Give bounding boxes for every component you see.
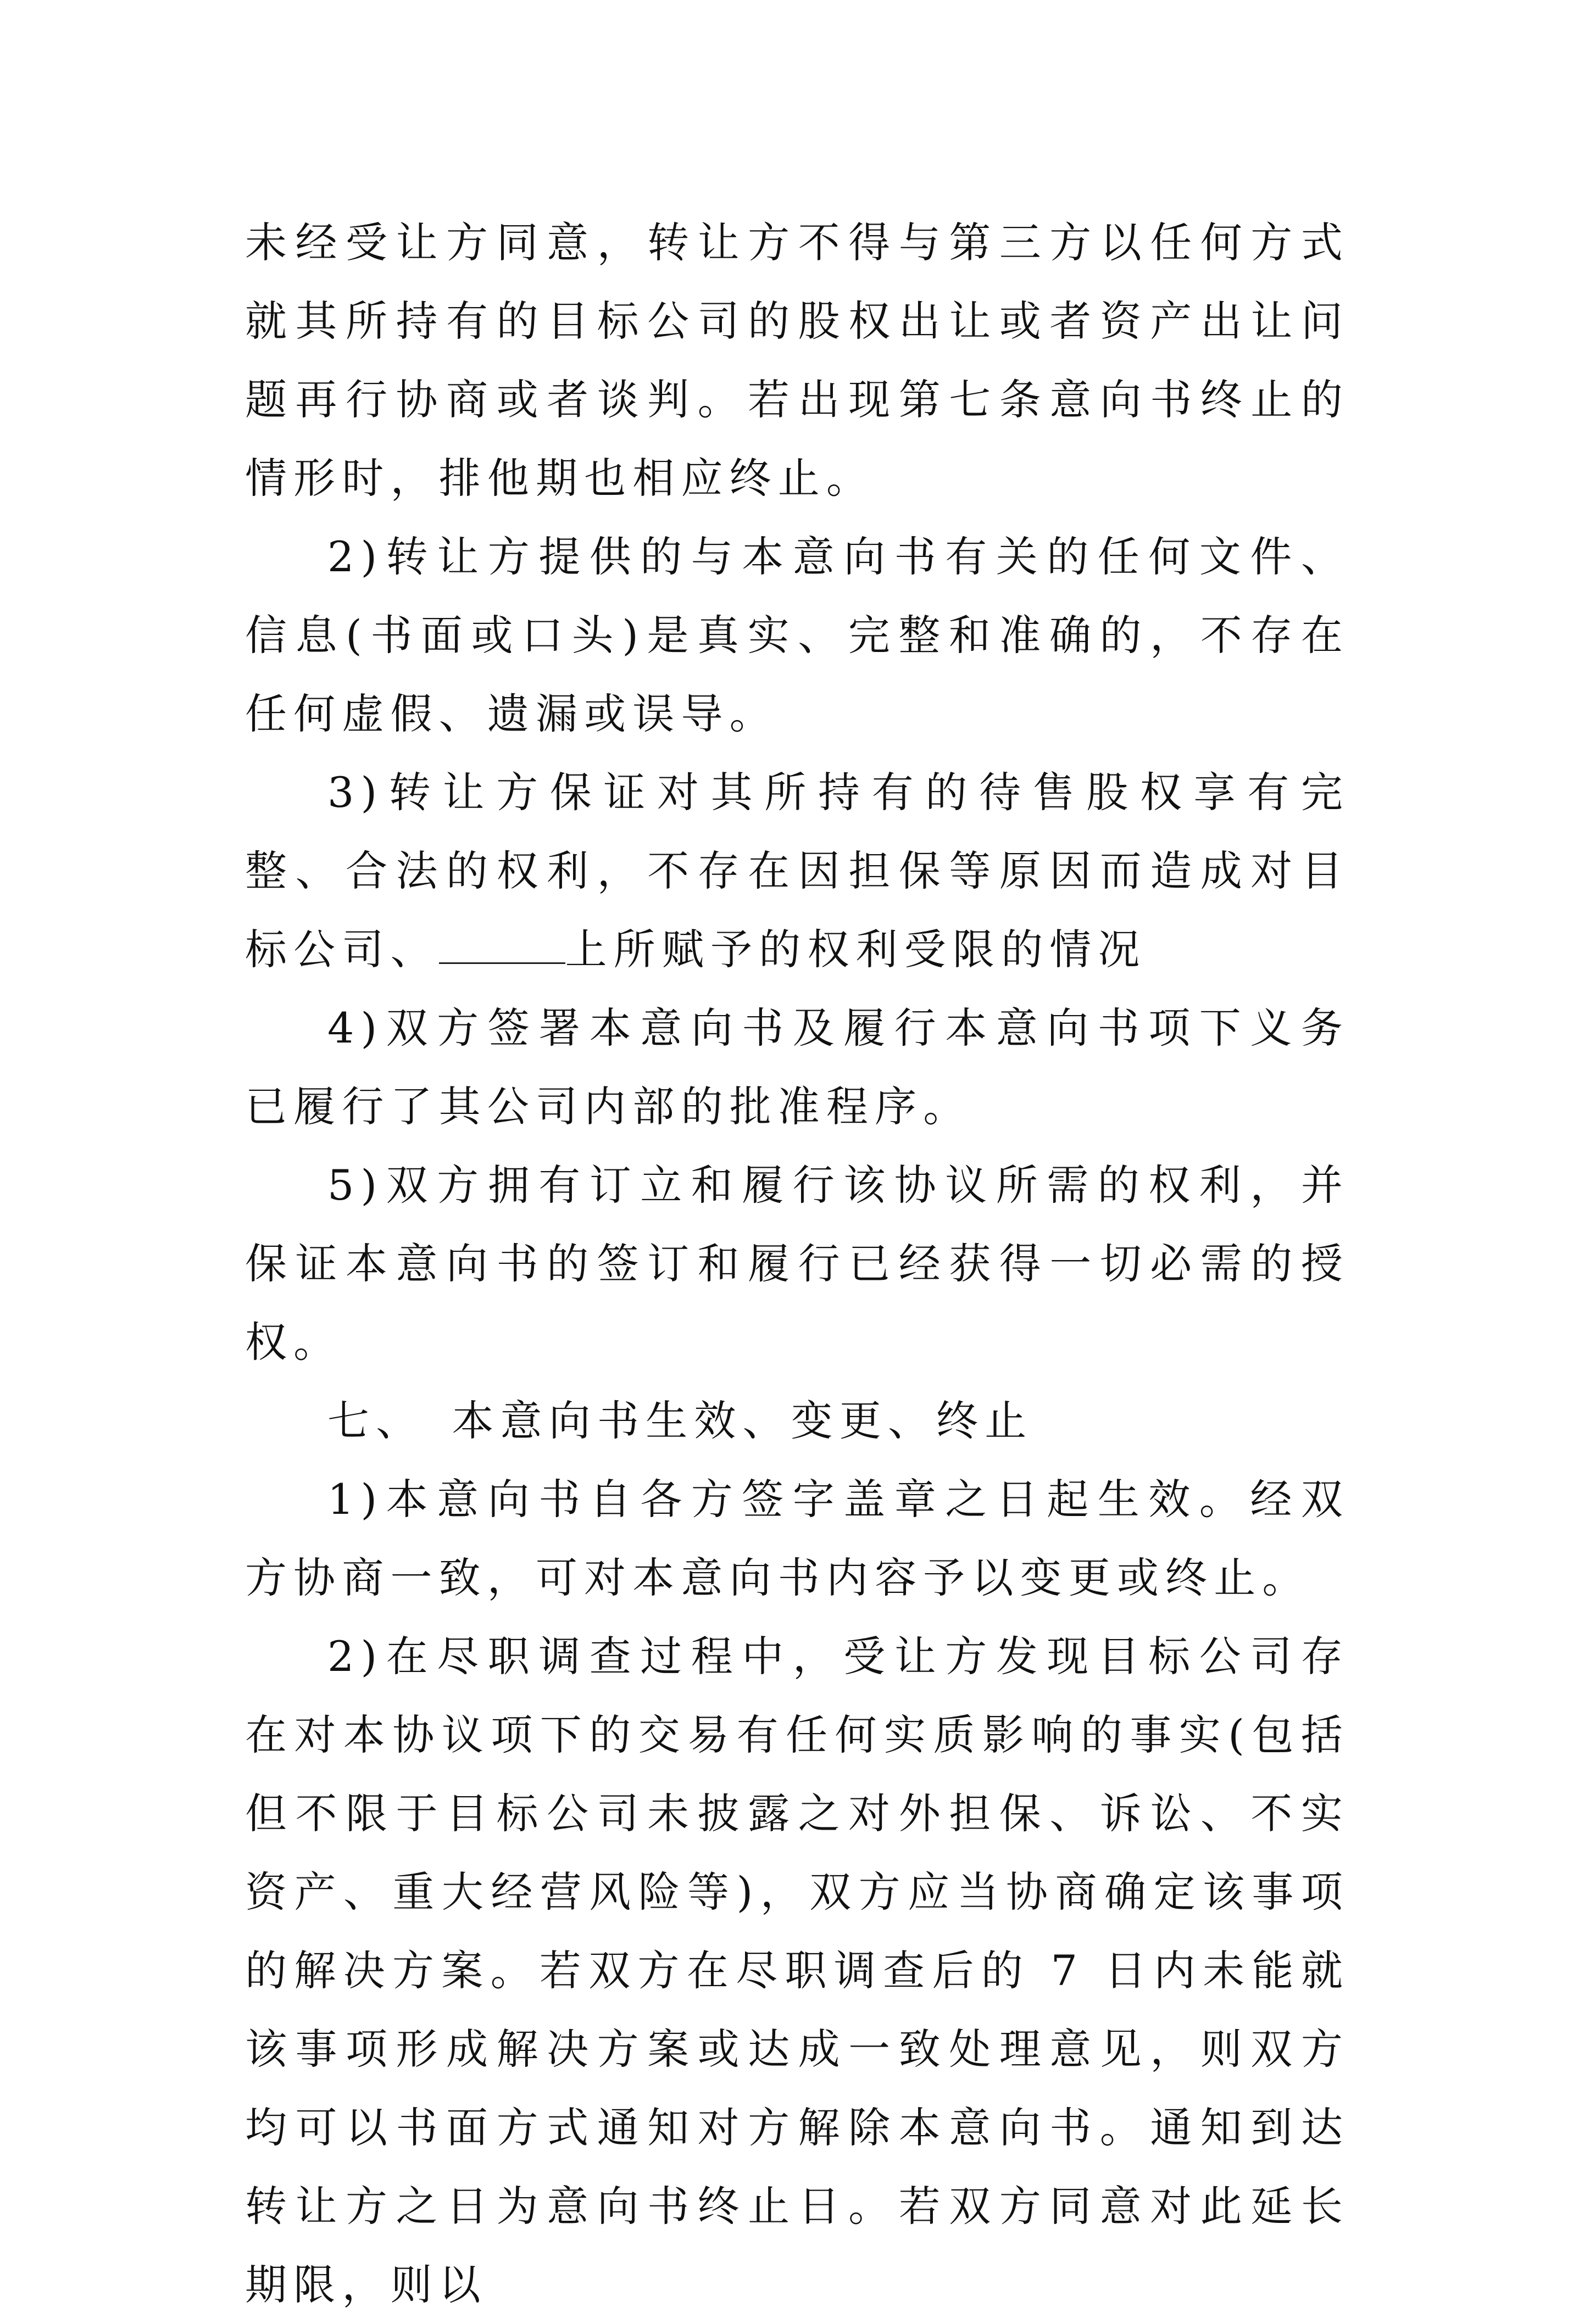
paragraph-clause-5: 5)双方拥有订立和履行该协议所需的权利，并保证本意向书的签订和履行已经获得一切必需的授权。 [245,1161,1349,1367]
document-page [245,203,1349,2324]
section-heading-7: 七、 本意向书生效、变更、终止 [327,1396,1033,1445]
paragraph-clause-2: 2)转让方提供的与本意向书有关的任何文件、信息(书面或口头)是真实、完整和准确的，不存在任何虚假、遗漏或误导。 [245,532,1349,738]
paragraph-exclusivity: 未经受让方同意，转让方不得与第三方以任何方式就其所持有的目标公司的股权出让或者资产出让问题再行协商或者谈判。若出现第七条意向书终止的情形时，排他期也相应终止。 [245,218,1349,503]
fill-in-blank [439,929,565,964]
paragraph-clause-3 [245,753,1349,989]
paragraph-effectiveness-1: 1)本意向书自各方签字盖章之日起生效。经双方协商一致，可对本意向书内容予以变更或终止。 [245,1475,1349,1602]
paragraph-clause-4: 4)双方签署本意向书及履行本意向书项下义务已履行了其公司内部的批准程序。 [245,1004,1349,1131]
clause-3-text-b: 上所赋予的权利受限的情况 [565,925,1147,974]
clause-3-text-a: 3)转让方保证对其所持有的待售股权享有完整、合法的权利，不存在因担保等原因而造成对目标公司、 [245,768,1349,974]
paragraph-due-diligence-2: 2)在尽职调查过程中，受让方发现目标公司存在对本协议项下的交易有任何实质影响的事实(包括但不限于目标公司未披露之对外担保、诉讼、不实资产、重大经营风险等)，双方应当协商确定该事项的解决方案。若双方在尽职调查后的 7 日内未能就该事项形成解决方案或达成一致处理意见，则双方均可以书面方式通知对方解除本意向书。通知到达转让方之日为意向书终止日。若双方同意对此延长期限，则以 [245,1632,1349,2309]
